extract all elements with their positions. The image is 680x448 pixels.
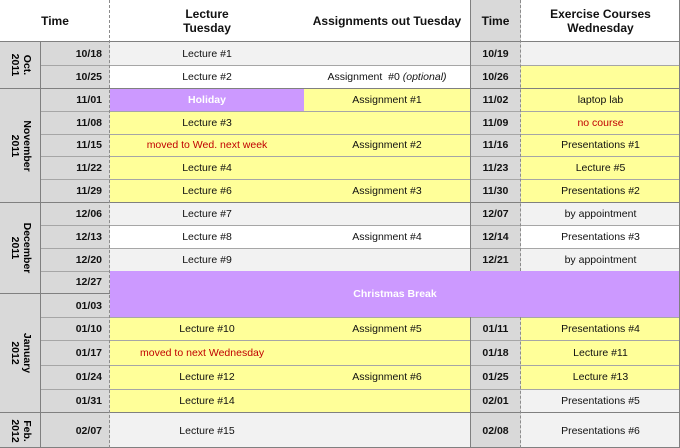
exercise-cell: Presentations #4 (521, 317, 680, 340)
header-lecture-line1: Lecture (185, 6, 229, 21)
exercise-cell: Presentations #2 (521, 179, 680, 202)
assignment-cell: Assignment #1 (304, 89, 470, 111)
exercise-cell: laptop lab (521, 89, 680, 111)
wednesday-date: 01/18 (470, 340, 521, 365)
column-divider-dashed (520, 317, 521, 448)
exercise-cell (521, 42, 680, 65)
tuesday-date: 02/07 (41, 413, 110, 448)
wednesday-date: 11/02 (470, 89, 521, 111)
tuesday-date: 10/25 (41, 65, 110, 88)
exercise-cell: by appointment (521, 203, 680, 225)
month-november-2011 (0, 89, 41, 202)
tuesday-date: 11/01 (41, 89, 110, 111)
assignment-optional-note: (optional) (402, 70, 447, 83)
tuesday-date: 12/06 (41, 203, 110, 225)
header-divider (0, 41, 680, 42)
month-label: January 2012 (8, 332, 33, 374)
assignment-cell: Assignment #6 (304, 365, 470, 389)
row-divider (41, 179, 680, 180)
exercise-cell: Lecture #11 (521, 340, 680, 365)
wednesday-date: 11/23 (470, 156, 521, 179)
lecture-cell: Lecture #8 (110, 225, 304, 248)
tuesday-date: 12/20 (41, 248, 110, 271)
header-time: Time (0, 0, 110, 41)
wednesday-date: 01/25 (470, 365, 521, 389)
exercise-cell: Presentations #3 (521, 225, 680, 248)
row-divider (41, 317, 680, 318)
row-divider (41, 271, 110, 272)
lecture-cell: Lecture #9 (110, 248, 304, 271)
month-label: December 2011 (8, 222, 33, 274)
month-january-2012 (0, 294, 41, 412)
month-divider (0, 412, 680, 413)
tuesday-date: 01/17 (41, 340, 110, 365)
header-exercise-line1: Exercise Courses (550, 6, 651, 21)
column-divider (470, 317, 471, 448)
tuesday-date: 11/15 (41, 134, 110, 156)
wednesday-date: 11/09 (470, 111, 521, 134)
column-divider-dashed (520, 0, 521, 271)
month-february-2012 (0, 413, 41, 448)
holiday-cell: Holiday (110, 89, 304, 111)
wednesday-date: 12/07 (470, 203, 521, 225)
header-time-wednesday: Time (470, 0, 521, 41)
assignment-cell (304, 203, 470, 225)
header-exercise (521, 0, 680, 41)
month-december-2011 (0, 203, 41, 293)
lecture-cell: Lecture #12 (110, 365, 304, 389)
row-divider (41, 134, 680, 135)
wednesday-date: 11/30 (470, 179, 521, 202)
assignment-cell (304, 413, 470, 448)
row-divider (41, 340, 680, 341)
month-divider (0, 202, 680, 203)
assignment-cell (304, 389, 470, 412)
christmas-break-banner: Christmas Break (110, 271, 680, 317)
tuesday-date: 10/18 (41, 42, 110, 65)
wednesday-date: 12/14 (470, 225, 521, 248)
column-divider-dashed (109, 0, 110, 448)
wednesday-date: 01/11 (470, 317, 521, 340)
assignment-cell: Assignment #2 (304, 134, 470, 156)
wednesday-date: 10/19 (470, 42, 521, 65)
wednesday-date: 02/01 (470, 389, 521, 412)
assignment-cell: Assignment #3 (304, 179, 470, 202)
row-divider (41, 111, 680, 112)
month-label: Oct. 2011 (8, 53, 33, 77)
lecture-moved-note: moved to next Wednesday (110, 340, 470, 365)
exercise-cell: no course (521, 111, 680, 134)
exercise-cell: Presentations #5 (521, 389, 680, 412)
lecture-cell: Lecture #3 (110, 111, 304, 134)
tuesday-date: 11/22 (41, 156, 110, 179)
assignment-cell (304, 156, 470, 179)
exercise-cell: Lecture #13 (521, 365, 680, 389)
wednesday-date: 02/08 (470, 413, 521, 448)
exercise-cell: Presentations #6 (521, 413, 680, 448)
month-label: Feb. 2012 (8, 418, 33, 443)
assignment-cell (304, 42, 470, 65)
row-divider (41, 365, 680, 366)
assignment-cell (304, 248, 470, 271)
lecture-cell: Lecture #14 (110, 389, 304, 412)
wednesday-date: 12/21 (470, 248, 521, 271)
row-divider (41, 248, 680, 249)
row-divider (41, 156, 680, 157)
month-label: November 2011 (8, 119, 33, 172)
header-assignments: Assignments out Tuesday (304, 0, 470, 41)
tuesday-date: 01/31 (41, 389, 110, 412)
lecture-cell: moved to Wed. next week (110, 134, 304, 156)
assignment-cell (304, 65, 470, 88)
exercise-cell: by appointment (521, 248, 680, 271)
row-divider (41, 389, 680, 390)
month-column-divider (40, 42, 41, 448)
tuesday-date: 01/10 (41, 317, 110, 340)
month-divider (0, 88, 680, 89)
wednesday-date: 11/16 (470, 134, 521, 156)
exercise-cell (521, 65, 680, 88)
assignment-label: Assignment #0 (327, 70, 403, 83)
lecture-cell: Lecture #1 (110, 42, 304, 65)
wednesday-date: 10/26 (470, 65, 521, 88)
tuesday-date: 01/03 (41, 294, 110, 317)
lecture-cell: Lecture #2 (110, 65, 304, 88)
assignment-cell: Assignment #5 (304, 317, 470, 340)
tuesday-date: 01/24 (41, 365, 110, 389)
header-lecture (110, 0, 304, 41)
assignment-cell: Assignment #4 (304, 225, 470, 248)
lecture-cell: Lecture #10 (110, 317, 304, 340)
month-divider (0, 293, 110, 294)
lecture-cell: Lecture #7 (110, 203, 304, 225)
column-divider (470, 0, 471, 271)
header-exercise-line2: Wednesday (567, 20, 634, 35)
exercise-cell: Presentations #1 (521, 134, 680, 156)
tuesday-date: 11/29 (41, 179, 110, 202)
lecture-cell: Lecture #4 (110, 156, 304, 179)
lecture-cell: Lecture #15 (110, 413, 304, 448)
header-lecture-line2: Tuesday (183, 20, 231, 35)
exercise-cell: Lecture #5 (521, 156, 680, 179)
row-divider (41, 225, 680, 226)
tuesday-date: 12/13 (41, 225, 110, 248)
row-divider (41, 65, 680, 66)
tuesday-date: 12/27 (41, 271, 110, 293)
tuesday-date: 11/08 (41, 111, 110, 134)
month-october-2011 (0, 42, 41, 88)
lecture-cell: Lecture #6 (110, 179, 304, 202)
assignment-cell (304, 111, 470, 134)
